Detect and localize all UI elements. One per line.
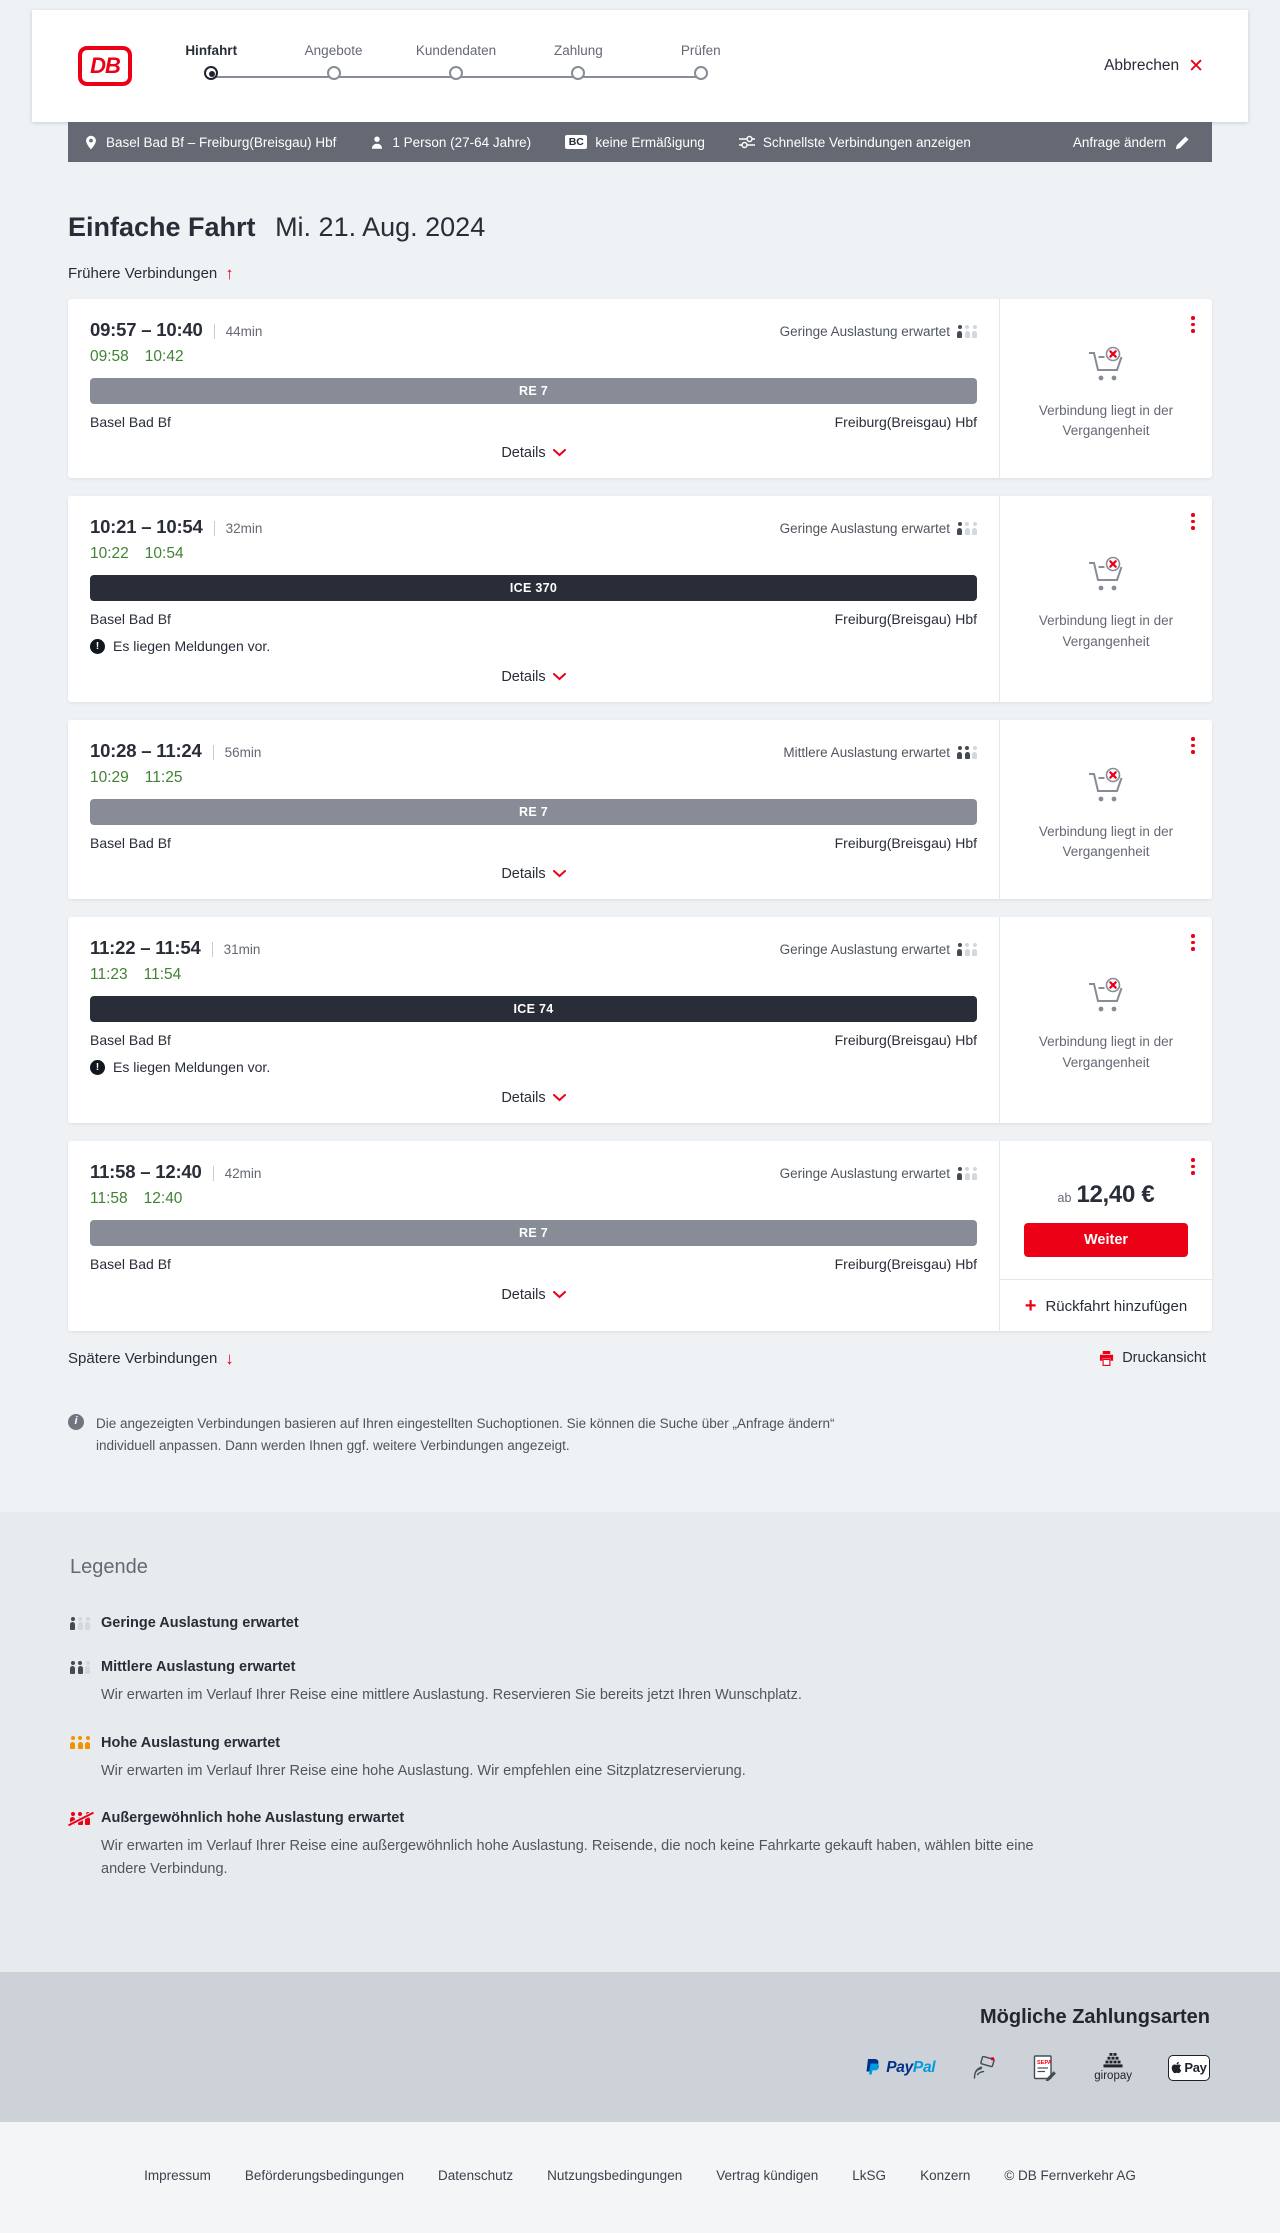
more-options-button[interactable] (1188, 1155, 1198, 1178)
trip-summary-bar (68, 122, 1212, 162)
chevron-down-icon (553, 870, 566, 878)
giropay-tower-icon (1103, 2053, 1123, 2068)
arrival-station: Freiburg(Breisgau) Hbf (834, 1032, 977, 1048)
occupancy-label: Geringe Auslastung erwartet (779, 942, 950, 957)
occupancy-icon (957, 943, 977, 956)
connection-card (68, 917, 1212, 1123)
route-text: Basel Bad Bf – Freiburg(Breisgau) Hbf (106, 134, 337, 150)
arrival-station: Freiburg(Breisgau) Hbf (834, 1256, 977, 1272)
scheduled-times: 09:57 – 10:40 (90, 319, 203, 340)
panel-divider (1000, 1279, 1212, 1280)
payment-section (0, 1972, 1280, 2122)
arrow-down-icon: ↓ (225, 1348, 234, 1368)
more-options-button[interactable] (1188, 313, 1198, 336)
occupancy-label: Geringe Auslastung erwartet (779, 521, 950, 536)
person-icon (370, 135, 384, 150)
connection-details (68, 720, 999, 899)
legend-title: Legende (70, 1556, 148, 1579)
step-label: Prüfen (680, 43, 721, 58)
add-return-trip-label: Rückfahrt hinzufügen (1045, 1297, 1188, 1315)
occupancy-indicator (780, 1166, 977, 1181)
arrival-station: Freiburg(Breisgau) Hbf (834, 414, 977, 430)
payment-methods (70, 2053, 1210, 2082)
details-toggle[interactable] (495, 668, 571, 686)
past-connection-note: Verbindung liegt in der Vergangenheit (1038, 823, 1174, 859)
search-options-note (68, 1413, 858, 1456)
continue-button[interactable]: Weiter (1024, 1223, 1188, 1257)
scheduled-times: 10:28 – 11:24 (90, 740, 202, 761)
arrival-station: Freiburg(Breisgau) Hbf (834, 835, 977, 851)
payment-title: Mögliche Zahlungsarten (979, 2006, 1210, 2029)
trip-duration: 44min (214, 324, 263, 339)
train-line-bar: RE 7 (90, 1220, 977, 1246)
details-toggle[interactable] (495, 1089, 571, 1107)
step-dot (449, 66, 463, 80)
legend-desc: Wir erwarten im Verlauf Ihrer Reise eine mittlere Auslastung. Reservieren Sie bereits jetzt Ihren Wunschplatz. (101, 1687, 802, 1704)
messages-notice (90, 638, 977, 654)
print-view-label: Druckansicht (1122, 1350, 1206, 1366)
price-value: 12,40 € (1076, 1181, 1155, 1208)
step-label: Hinfahrt (185, 43, 238, 58)
details-label: Details (501, 1287, 546, 1303)
arrow-up-icon: ↑ (225, 264, 234, 283)
occupancy-high-icon (70, 1736, 90, 1749)
connection-action-panel (999, 299, 1212, 478)
occupancy-indicator (780, 324, 977, 339)
departure-station: Basel Bad Bf (90, 1256, 171, 1272)
connection-list (68, 299, 1212, 1331)
route-summary (84, 134, 336, 151)
realtime-departure: 09:58 (90, 348, 129, 365)
legend-label: Außergewöhnlich hohe Auslastung erwartet (101, 1810, 405, 1827)
messages-text: Es liegen Meldungen vor. (113, 638, 271, 654)
footer-link[interactable]: Beförderungsbedingungen (244, 2168, 405, 2184)
step-dot (327, 66, 341, 80)
edit-request-button[interactable] (1067, 134, 1196, 151)
pencil-icon (1175, 135, 1190, 150)
cart-unavailable-icon (1083, 977, 1129, 1017)
train-line-bar: RE 7 (90, 378, 977, 404)
departure-station: Basel Bad Bf (90, 1032, 171, 1048)
occupancy-icon (957, 522, 977, 535)
details-toggle[interactable] (495, 865, 571, 883)
warning-icon: ! (90, 639, 105, 654)
purchase-block (1014, 1151, 1198, 1317)
realtime-departure: 11:23 (90, 966, 128, 983)
realtime-arrival: 11:25 (144, 769, 183, 786)
footer-link[interactable]: Datenschutz (438, 2168, 514, 2184)
earlier-connections-link[interactable] (68, 265, 234, 282)
giropay-icon: giropay (1094, 2053, 1132, 2082)
train-line-bar: RE 7 (90, 799, 977, 825)
realtime-departure: 10:22 (90, 545, 129, 562)
more-options-button[interactable] (1188, 931, 1198, 954)
past-connection-note: Verbindung liegt in der Vergangenheit (1038, 613, 1174, 649)
messages-notice (90, 1059, 977, 1075)
site-footer (0, 2122, 1280, 2233)
svg-text:SEPA: SEPA (1037, 2059, 1053, 2066)
chevron-down-icon (553, 1291, 566, 1299)
connection-action-panel (999, 720, 1212, 899)
occupancy-label: Geringe Auslastung erwartet (779, 324, 950, 339)
occupancy-icon (957, 746, 977, 759)
step-label: Kundendaten (415, 43, 497, 58)
edit-request-label: Anfrage ändern (1072, 134, 1166, 150)
occupancy-indicator (783, 745, 977, 760)
scheduled-times: 11:22 – 11:54 (90, 937, 201, 958)
passenger-text: 1 Person (27-64 Jahre) (392, 134, 532, 150)
warning-icon: ! (90, 1060, 105, 1075)
connection-card (68, 720, 1212, 899)
legend-label: Geringe Auslastung erwartet (101, 1615, 299, 1632)
details-label: Details (501, 866, 546, 882)
wizard-header (32, 10, 1248, 122)
chevron-down-icon (553, 673, 566, 681)
db-logo: DB (78, 46, 132, 86)
step-dot (204, 66, 218, 80)
occupancy-low-icon (70, 1617, 90, 1630)
realtime-times (90, 348, 977, 366)
legend-desc: Wir erwarten im Verlauf Ihrer Reise eine hohe Auslastung. Wir empfehlen eine Sitzplatzreservierung. (101, 1762, 746, 1779)
discount-text: keine Ermäßigung (595, 134, 705, 150)
occupancy-label: Geringe Auslastung erwartet (779, 1166, 950, 1181)
realtime-departure: 11:58 (90, 1190, 128, 1207)
connection-action-panel (999, 496, 1212, 702)
apple-pay-icon: Pay (1168, 2055, 1210, 2081)
filter-summary (739, 135, 971, 150)
scheduled-times: 10:21 – 10:54 (90, 516, 203, 537)
connection-details (68, 299, 999, 478)
info-icon: i (68, 1414, 84, 1430)
details-label: Details (501, 1090, 546, 1106)
legend-item-low (70, 1615, 1210, 1631)
step-pruefen[interactable] (640, 43, 762, 85)
later-connections-link[interactable] (68, 1350, 234, 1367)
location-pin-icon (84, 134, 98, 151)
step-dot (571, 66, 585, 80)
legend-label: Mittlere Auslastung erwartet (101, 1659, 296, 1676)
legend-section (0, 1512, 1280, 1972)
legend-desc: Wir erwarten im Verlauf Ihrer Reise eine außergewöhnlich hohe Auslastung. Reisende, die noch keine Fahrkarte gekauft haben, wählen bitte eine andere Verbindung. (101, 1838, 1034, 1877)
occupancy-icon (957, 325, 977, 338)
connection-action-panel (999, 917, 1212, 1123)
realtime-departure: 10:29 (90, 769, 129, 786)
details-label: Details (501, 445, 546, 461)
occupancy-label: Mittlere Auslastung erwartet (783, 745, 950, 760)
cancel-button[interactable] (1098, 56, 1210, 77)
passenger-summary (370, 135, 531, 150)
train-line-bar: ICE 370 (90, 575, 977, 601)
paypal-mark-icon (865, 2058, 881, 2077)
footer-link[interactable]: Impressum (144, 2168, 211, 2184)
cart-unavailable-icon (1083, 346, 1129, 386)
past-connection-block (1014, 332, 1198, 442)
footer-link[interactable]: LkSG (852, 2168, 887, 2184)
legend-item-high (70, 1735, 1210, 1782)
step-hinfahrt[interactable] (150, 43, 272, 85)
connection-details (68, 917, 999, 1123)
close-icon: ✕ (1188, 55, 1204, 77)
footer-link[interactable]: Vertrag kündigen (716, 2168, 819, 2184)
price (1014, 1181, 1198, 1209)
realtime-times (90, 1190, 977, 1208)
departure-station: Basel Bad Bf (90, 835, 171, 851)
chevron-down-icon (553, 449, 566, 457)
past-connection-note: Verbindung liegt in der Vergangenheit (1038, 402, 1174, 438)
occupancy-mid-icon (70, 1661, 90, 1674)
legend-label: Hohe Auslastung erwartet (101, 1734, 281, 1751)
step-angebote[interactable] (272, 43, 394, 85)
step-kundendaten[interactable] (395, 43, 517, 85)
step-dot (694, 66, 708, 80)
past-connection-block (1014, 753, 1198, 863)
cart-unavailable-icon (1083, 556, 1129, 596)
more-options-button[interactable] (1188, 510, 1198, 533)
add-return-trip-button[interactable] (1014, 1295, 1198, 1317)
results-main (68, 212, 1212, 1456)
scheduled-times: 11:58 – 12:40 (90, 1161, 202, 1182)
past-connection-block (1014, 963, 1198, 1073)
paypal-icon: PayPal (865, 2058, 935, 2077)
connection-details (68, 496, 999, 702)
step-label: Zahlung (553, 43, 603, 58)
search-options-text: Die angezeigten Verbindungen basieren auf Ihren eingestellten Suchoptionen. Sie können die Suche über „Anfrage ändern“ individuell anpassen. Dann werden Ihnen ggf. weitere Verbindungen angezeigt. (96, 1416, 835, 1453)
connection-card (68, 496, 1212, 702)
plus-icon: + (1024, 1295, 1037, 1317)
connection-details (68, 1141, 999, 1331)
realtime-arrival: 12:40 (143, 1190, 183, 1207)
booking-stepper (150, 43, 762, 85)
legend-item-mid (70, 1659, 1210, 1706)
step-zahlung[interactable] (517, 43, 639, 85)
bahncard-badge: BC (565, 135, 587, 149)
connection-card (68, 299, 1212, 478)
realtime-times (90, 769, 977, 787)
connection-card (68, 1141, 1212, 1331)
past-connection-note: Verbindung liegt in der Vergangenheit (1038, 1034, 1174, 1070)
more-options-button[interactable] (1188, 734, 1198, 757)
details-label: Details (501, 669, 546, 685)
connection-action-panel (999, 1141, 1212, 1331)
filter-text: Schnellste Verbindungen anzeigen (762, 134, 971, 150)
trip-duration: 32min (214, 521, 263, 536)
departure-station: Basel Bad Bf (90, 414, 171, 430)
travel-date: Mi. 21. Aug. 2024 (275, 212, 486, 242)
legend-item-extreme (70, 1810, 1210, 1880)
trip-duration: 31min (212, 942, 261, 957)
messages-text: Es liegen Meldungen vor. (113, 1059, 271, 1075)
filter-sliders-icon (739, 135, 755, 149)
chevron-down-icon (553, 1094, 566, 1102)
trip-duration: 42min (213, 1166, 262, 1181)
price-prefix: ab (1057, 1191, 1072, 1205)
occupancy-icon (957, 1167, 977, 1180)
arrival-station: Freiburg(Breisgau) Hbf (834, 611, 977, 627)
discount-summary (565, 135, 705, 150)
earlier-connections-label: Frühere Verbindungen (68, 265, 218, 282)
realtime-times (90, 545, 977, 563)
sepa-mandate-icon (1033, 2055, 1058, 2081)
occupancy-extreme-icon (70, 1812, 90, 1825)
realtime-arrival: 10:42 (144, 348, 184, 365)
departure-station: Basel Bad Bf (90, 611, 171, 627)
footer-copyright: © DB Fernverkehr AG (1004, 2168, 1136, 2184)
footer-link[interactable]: Nutzungsbedingungen (547, 2168, 683, 2184)
cart-unavailable-icon (1083, 767, 1129, 807)
card-in-hand-icon (971, 2056, 997, 2080)
realtime-times (90, 966, 977, 984)
details-toggle[interactable] (495, 1286, 571, 1304)
past-connection-block (1014, 542, 1198, 652)
print-view-button[interactable] (1093, 1349, 1212, 1367)
realtime-arrival: 10:54 (144, 545, 184, 562)
page-title (68, 212, 1212, 243)
occupancy-indicator (780, 521, 977, 536)
train-line-bar: ICE 74 (90, 996, 977, 1022)
trip-type: Einfache Fahrt (68, 212, 256, 242)
step-label: Angebote (304, 43, 363, 58)
cancel-label: Abbrechen (1104, 57, 1180, 74)
later-connections-label: Spätere Verbindungen (68, 1349, 218, 1367)
apple-logo-icon (1171, 2061, 1182, 2074)
occupancy-indicator (780, 942, 977, 957)
printer-icon (1099, 1351, 1114, 1366)
footer-link[interactable]: Konzern (920, 2168, 971, 2184)
details-toggle[interactable] (495, 444, 571, 462)
realtime-arrival: 11:54 (143, 966, 182, 983)
trip-duration: 56min (213, 745, 262, 760)
